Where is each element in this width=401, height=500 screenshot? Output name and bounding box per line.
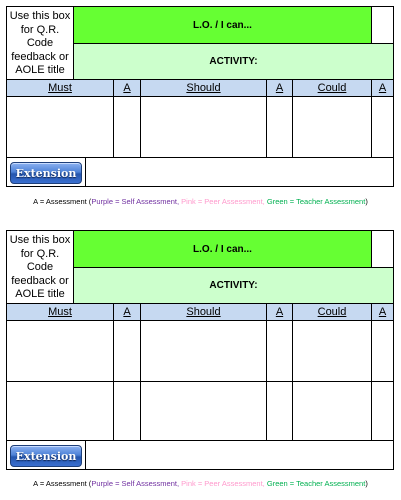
assessment-cell-should[interactable]: [266, 381, 293, 441]
legend-suffix: ): [365, 197, 368, 206]
qr-code-box: Use this box for Q.R. Code feedback or AOLE title: [6, 6, 74, 80]
must-header: Must: [6, 79, 114, 97]
should-header: Should: [140, 79, 267, 97]
activity-field[interactable]: ACTIVITY:: [73, 43, 394, 80]
legend-suffix: ): [365, 479, 368, 488]
assessment-legend: [0, 479, 401, 488]
assessment-cell-must[interactable]: [113, 381, 141, 441]
legend-self: Purple = Self Assessment,: [91, 479, 180, 488]
assessment-cell-could[interactable]: [371, 320, 394, 382]
extension-button[interactable]: Extension: [10, 162, 82, 184]
could-header: Could: [292, 79, 372, 97]
assessment-header-could: A: [371, 79, 394, 97]
assessment-header-should: A: [266, 303, 293, 321]
must-cell[interactable]: [6, 320, 114, 382]
could-header: Could: [292, 303, 372, 321]
assessment-cell-could[interactable]: [371, 381, 394, 441]
assessment-cell-must[interactable]: [113, 96, 141, 158]
corner-cell: [371, 6, 394, 44]
legend-teacher: Green = Teacher Assessment: [266, 479, 366, 488]
could-cell[interactable]: [292, 96, 372, 158]
assessment-cell-should[interactable]: [266, 96, 293, 158]
legend-prefix: A = Assessment (: [33, 197, 92, 206]
legend-peer: Pink = Peer Assessment,: [181, 479, 265, 488]
qr-code-box: Use this box for Q.R. Code feedback or AOLE title: [6, 230, 74, 304]
assessment-header-must: A: [113, 79, 141, 97]
should-cell[interactable]: [140, 320, 267, 382]
must-cell[interactable]: [6, 96, 114, 158]
should-cell[interactable]: [140, 381, 267, 441]
assessment-header-could: A: [371, 303, 394, 321]
assessment-header-should: A: [266, 79, 293, 97]
assessment-cell-must[interactable]: [113, 320, 141, 382]
extension-cell: [6, 440, 86, 470]
should-header: Should: [140, 303, 267, 321]
must-header: Must: [6, 303, 114, 321]
should-cell[interactable]: [140, 96, 267, 158]
assessment-header-must: A: [113, 303, 141, 321]
legend-peer: Pink = Peer Assessment,: [181, 197, 265, 206]
assessment-legend: [0, 197, 401, 206]
activity-field[interactable]: ACTIVITY:: [73, 267, 394, 304]
legend-self: Purple = Self Assessment,: [91, 197, 180, 206]
legend-teacher: Green = Teacher Assessment: [266, 197, 366, 206]
could-cell[interactable]: [292, 320, 372, 382]
assessment-cell-could[interactable]: [371, 96, 394, 158]
learning-objective-field[interactable]: L.O. / I can...: [73, 230, 372, 268]
could-cell[interactable]: [292, 381, 372, 441]
extension-button[interactable]: Extension: [10, 445, 82, 467]
legend-prefix: A = Assessment (: [33, 479, 92, 488]
learning-objective-field[interactable]: L.O. / I can...: [73, 6, 372, 44]
corner-cell: [371, 230, 394, 268]
must-cell[interactable]: [6, 381, 114, 441]
extension-cell: [6, 157, 86, 187]
assessment-cell-should[interactable]: [266, 320, 293, 382]
